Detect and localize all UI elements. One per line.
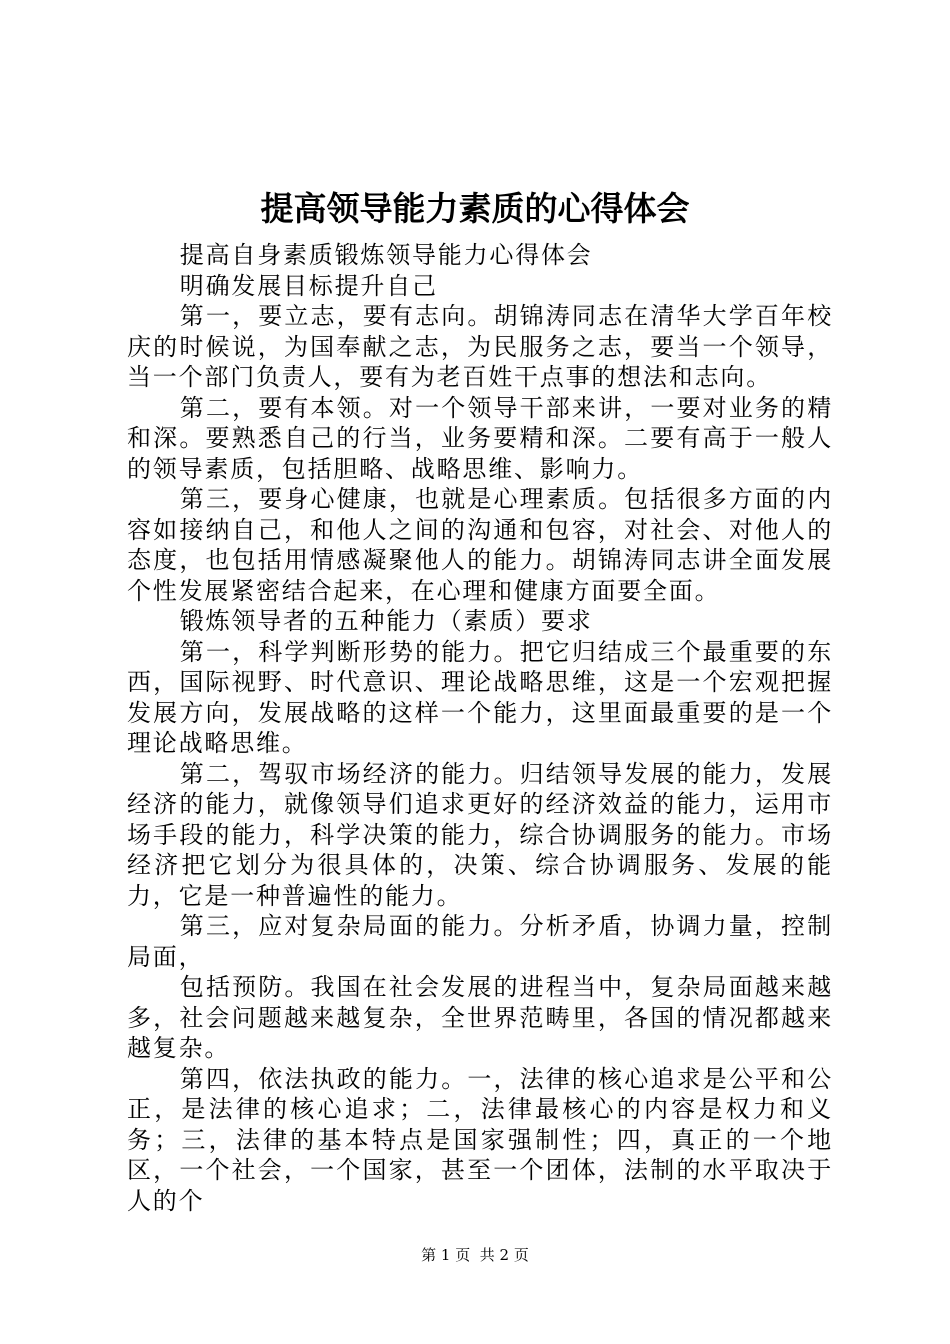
subtitle-paragraph: 提高自身素质锻炼领导能力心得体会 [179, 241, 593, 269]
section-heading: 锻炼领导者的五种能力（素质）要求 [179, 607, 593, 635]
body-paragraph: 第三，应对复杂局面的能力。分析矛盾，协调力量，控制局面， [127, 912, 833, 971]
document-body [127, 240, 833, 1216]
body-paragraph: 第一，科学判断形势的能力。把它归结成三个最重要的东西，国际视野、时代意识、理论战略思维，这是一个宏观把握发展方向，发展战略的这样一个能力，这里面最重要的是一个理论战略思维。 [127, 637, 833, 757]
body-paragraph: 第二，要有本领。对一个领导干部来讲，一要对业务的精和深。要熟悉自己的行当，业务要精和深。二要有高于一般人的领导素质，包括胆略、战略思维、影响力。 [127, 393, 833, 483]
page-total: 共 2 页 [479, 1246, 529, 1264]
body-paragraph: 包括预防。我国在社会发展的进程当中，复杂局面越来越多，社会问题越来越复杂，全世界范畴里，各国的情况都越来越复杂。 [127, 973, 833, 1062]
page-number: 第 1 页 [421, 1246, 471, 1264]
section-heading: 明确发展目标提升自己 [179, 271, 438, 300]
page-footer [0, 1244, 950, 1266]
document-title: 提高领导能力素质的心得体会 [260, 189, 690, 228]
body-paragraph: 第四，依法执政的能力。一，法律的核心追求是公平和公正，是法律的核心追求；二，法律最核心的内容是权力和义务；三，法律的基本特点是国家强制性；四，真正的一个地区，一个社会，一个国家，甚至一个团体，法制的水平取决于人的个 [127, 1064, 833, 1215]
body-paragraph: 第一，要立志，要有志向。胡锦涛同志在清华大学百年校庆的时候说，为国奉献之志，为民服务之志，要当一个领导，当一个部门负责人，要有为老百姓干点事的想法和志向。 [127, 302, 833, 391]
body-paragraph: 第三，要身心健康，也就是心理素质。包括很多方面的内容如接纳自己，和他人之间的沟通和包容，对社会、对他人的态度，也包括用情感凝聚他人的能力。胡锦涛同志讲全面发展个性发展紧密结合起来，在心理和健康方面要全面。 [127, 485, 833, 605]
body-paragraph: 第二，驾驭市场经济的能力。归结领导发展的能力，发展经济的能力，就像领导们追求更好的经济效益的能力，运用市场手段的能力，科学决策的能力，综合协调服务的能力。市场经济把它划分为很具体的，决策、综合协调服务、发展的能力，它是一种普遍性的能力。 [127, 759, 833, 910]
